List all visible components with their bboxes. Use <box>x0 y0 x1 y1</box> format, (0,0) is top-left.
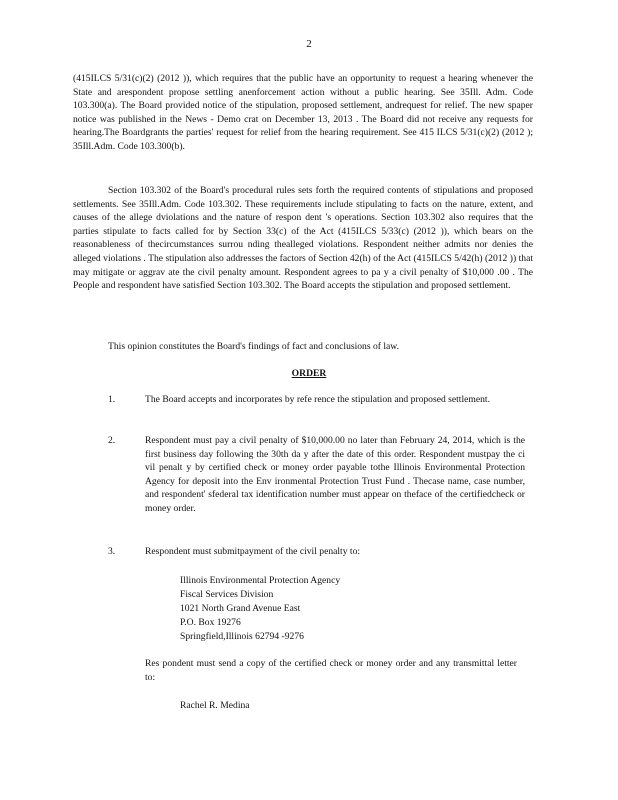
paragraph-hearing-notice: (415ILCS 5/31(c)(2) (2012 )), which requires that the public have an opportunity to request a hearing whenever the State and arespondent propose settling anenforcement action without a public hearing. See 35Ill. Adm. Code 103.300(a). The Board provided notice of the stipulation, proposed settlement, andrequest for relief. The new spaper notice was published in the News - Demo crat on December 13, 2013 . The Board did not receive any requests for hearing.The Boardgrants the parties' request for relief from the hearing requirement. See 415 ILCS 5/31(c)(2) (2012 ); 35Ill.Adm. Code 103.300(b). <box>73 73 533 152</box>
paragraph-findings: This opinion constitutes the Board's findings of fact and conclusions of law. <box>108 341 400 352</box>
paragraph-section-103-302: Section 103.302 of the Board's procedural rules sets forth the required contents of stipulations and proposed settlements. See 35Ill.Adm. Code 103.302. These requirements include stipulating to facts on the nature, extent, and causes of the allege dviolations and the nature of respon dent 's operations. Section 103.302 also requires that the parties stipulate to facts called for by Section 33(c) of the Act (415ILCS 5/33(c) (2012 )), which bears on the reasonableness of thecircumstances surrou nding thealleged violations. Respondent neither admits nor denies the alleged violations . The stipulation also addresses the factors of Section 42(h) of the Act (415ILCS 5/42(h) (2012 )) that may mitigate or aggrav ate the civil penalty amount. Respondent agrees to pa y a civil penalty of $10,000 .00 . The People and respondent have satisfied Section 103.302. The Board accepts the stipulation and proposed settlement. <box>73 185 533 292</box>
order-item-text: The Board accepts and incorporates by refe rence the stipulation and proposed settlement. <box>145 394 490 405</box>
address-line: Illinois Environmental Protection Agency <box>180 575 341 586</box>
order-item-text: Respondent must pay a civil penalty of $10,000.00 no later than February 24, 2014, which is the first business day following the 30th da y after the date of this order. Respondent mustpay the ci vil penalt y by certified check or money order payable tothe Illinois Environmental Protection Agency for deposit into the Env ironmental Protection Trust Fund . Thecase name, case number, and respondent' sfederal tax identification number must appear on theface of the certifiedcheck or money order. <box>145 435 525 514</box>
payment-address <box>180 574 340 644</box>
order-item-number: 3. <box>108 546 116 557</box>
order-item-number: 1. <box>108 394 116 405</box>
paragraph-send-copy: Res pondent must send a copy of the certified check or money order and any transmittal letter to: <box>145 658 517 683</box>
address-line: 1021 North Grand Avenue East <box>180 603 301 614</box>
recipient-name: Rachel R. Medina <box>180 700 250 711</box>
order-item-number: 2. <box>108 435 116 446</box>
address-line: Springfield,Illinois 62794 -9276 <box>180 631 304 642</box>
order-item-text: Respondent must submitpayment of the civil penalty to: <box>145 546 361 557</box>
order-heading: ORDER <box>291 368 327 379</box>
address-line: P.O. Box 19276 <box>180 617 241 628</box>
address-line: Fiscal Services Division <box>180 589 274 600</box>
page-number: 2 <box>306 38 312 50</box>
